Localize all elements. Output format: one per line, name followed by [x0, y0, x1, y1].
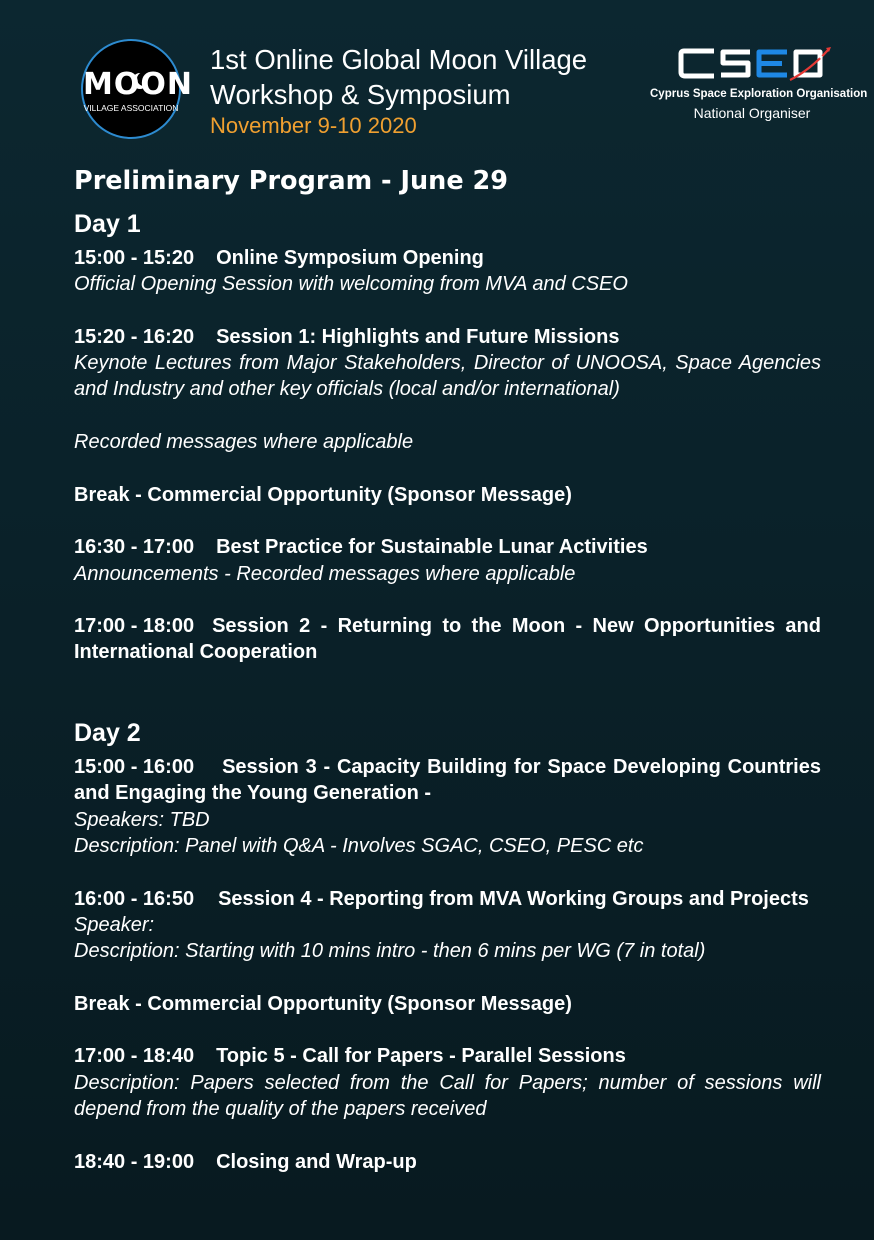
entry-time: 15:00 - 16:00	[74, 756, 195, 779]
entry-title: Session 3 - Capacity Building for Space Developing Countries and Engaging the Young Generation -	[74, 756, 821, 805]
program-entry	[74, 245, 821, 298]
spacer	[74, 692, 821, 718]
entry-time: 17:00 - 18:40	[74, 1045, 195, 1068]
entry-time: 16:00 - 16:50	[74, 887, 195, 910]
event-title-line-1: 1st Online Global Moon Village	[210, 44, 588, 75]
entry-heading	[74, 1149, 821, 1175]
logo-main-text: MOON	[83, 67, 193, 102]
entry-speakers: Speakers: TBD	[74, 808, 210, 831]
program-entry	[74, 754, 821, 859]
program-entry	[74, 991, 821, 1017]
event-title-line-2: Workshop & Symposium	[210, 79, 511, 110]
entry-heading	[74, 534, 821, 560]
entry-description: Announcements - Recorded messages where applicable	[74, 562, 576, 585]
program-entry	[74, 429, 821, 455]
cseo-logomark-icon	[650, 46, 854, 82]
program-entry	[74, 1043, 821, 1122]
entry-description: Description: Starting with 10 mins intro - then 6 mins per WG (7 in total)	[74, 940, 706, 963]
entry-heading	[74, 613, 821, 666]
entry-heading	[74, 245, 821, 271]
program-content	[74, 163, 821, 1175]
entry-time: 16:30 - 17:00	[74, 536, 195, 559]
break-heading: Break - Commercial Opportunity (Sponsor Message)	[74, 992, 572, 1015]
program-entry	[74, 613, 821, 666]
entry-time: 15:20 - 16:20	[74, 325, 195, 348]
entry-time: 17:00 - 18:00	[74, 615, 195, 638]
entry-title: Closing and Wrap-up	[216, 1150, 417, 1173]
program-entry	[74, 534, 821, 587]
entry-title: Online Symposium Opening	[216, 247, 484, 269]
day-1-title: Day 1	[74, 210, 141, 238]
entry-title: Session 2 - Returning to the Moon - New Opportunities and International Cooperation	[74, 615, 821, 664]
entry-description: Description: Papers selected from the Call for Papers; number of sessions will depend from the quality of the papers received	[74, 1071, 821, 1120]
program-entry	[74, 886, 821, 965]
break-heading: Break - Commercial Opportunity (Sponsor Message)	[74, 483, 572, 506]
entry-title: Session 4 - Reporting from MVA Working Groups and Projects	[218, 887, 809, 910]
entry-time: 18:40 - 19:00	[74, 1150, 195, 1173]
entry-heading	[74, 886, 821, 912]
cseo-full-name: Cyprus Space Exploration Organisation	[650, 88, 868, 100]
entry-description: Keynote Lectures from Major Stakeholders, Director of UNOOSA, Space Agencies and Industry and other key officials (local and/or international)	[74, 352, 821, 401]
entry-description: Official Opening Session with welcoming from MVA and CSEO	[74, 273, 628, 296]
entry-title: Topic 5 - Call for Papers - Parallel Sessions	[216, 1045, 626, 1068]
entry-heading	[74, 324, 821, 350]
entry-heading	[74, 754, 821, 807]
entry-description: Description: Panel with Q&A - Involves SGAC, CSEO, PESC etc	[74, 834, 644, 857]
program-entry	[74, 482, 821, 508]
cseo-logo	[650, 46, 854, 82]
program-title: Preliminary Program - June 29	[74, 166, 508, 196]
moon-village-association-logo	[81, 39, 193, 139]
header	[0, 0, 874, 160]
entry-heading	[74, 1043, 821, 1069]
entry-description: Recorded messages where applicable	[74, 431, 414, 454]
entry-speakers: Speaker:	[74, 913, 155, 936]
day-2-title: Day 2	[74, 719, 141, 748]
event-title-block	[210, 42, 640, 140]
cseo-logo-block	[650, 46, 868, 121]
logo-sub-text: VILLAGE ASSOCIATION	[83, 103, 179, 113]
entry-title: Session 1: Highlights and Future Missions	[216, 325, 620, 348]
program-entry	[74, 1149, 821, 1175]
cseo-role: National Organiser	[693, 105, 811, 121]
event-date: November 9-10 2020	[210, 113, 417, 138]
entry-time: 15:00 - 15:20	[74, 247, 195, 269]
entry-title: Best Practice for Sustainable Lunar Activities	[216, 536, 648, 559]
program-entry	[74, 324, 821, 403]
